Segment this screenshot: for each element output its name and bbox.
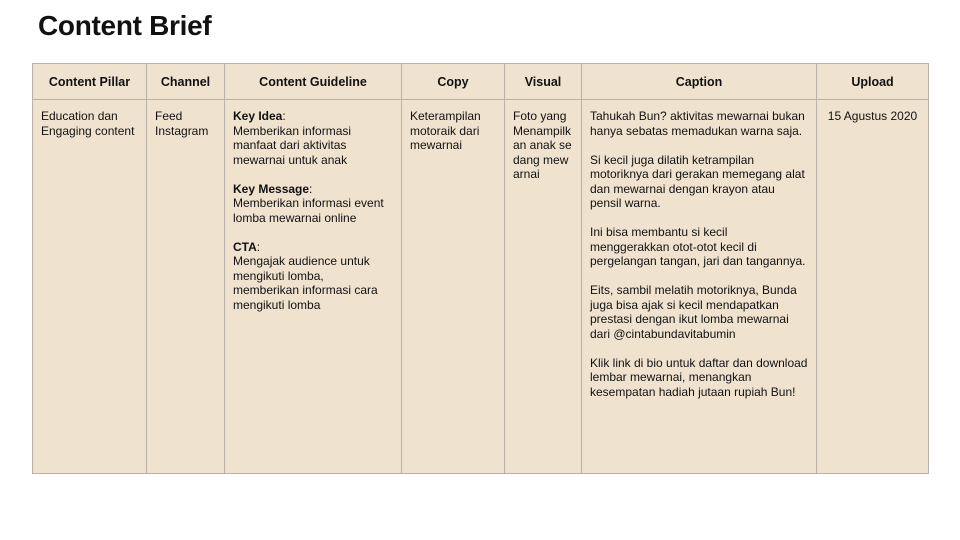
key-message-block: Key Message: Memberikan informasi event lomba mewarnai online [233, 181, 384, 225]
cta-label: CTA [233, 239, 257, 254]
content-brief-table [32, 63, 929, 474]
caption-paragraph: Ini bisa membantu si kecil menggerakkan otot-otot kecil di pergelangan tangan, jari dan tangannya. [590, 225, 806, 268]
key-idea-text: Memberikan informasi manfaat dari aktivitas mewarnai untuk anak [233, 123, 352, 167]
cell-caption [582, 100, 817, 474]
key-idea-block: Key Idea: Memberikan informasi manfaat dari aktivitas mewarnai untuk anak [233, 109, 352, 167]
header-content-guideline: Content Guideline [225, 64, 402, 100]
table-header-row [33, 64, 929, 100]
header-copy: Copy [402, 64, 505, 100]
header-caption: Caption [582, 64, 817, 100]
caption-paragraph: Klik link di bio untuk daftar dan download lembar mewarnai, menangkan kesempatan hadiah jutaan rupiah Bun! [590, 355, 808, 399]
header-content-pillar: Content Pillar [33, 64, 147, 100]
cta-text: Mengajak audience untuk mengikuti lomba, memberikan informasi cara mengikuti lomba [233, 254, 378, 312]
caption-paragraph: Eits, sambil melatih motoriknya, Bunda juga bisa ajak si kecil mendapatkan prestasi dengan ikut lomba mewarnai dari @cintabundavitabumin [590, 283, 797, 341]
cell-visual: Foto yang Menampilkan anak sedang mewarnai [505, 100, 582, 474]
key-message-label: Key Message [233, 181, 310, 196]
table-row [33, 100, 929, 474]
page-title: Content Brief [38, 10, 212, 41]
key-idea-label: Key Idea [233, 109, 283, 123]
header-upload: Upload [817, 64, 929, 100]
cell-content-guideline [225, 100, 402, 474]
cell-channel: Feed Instagram [147, 100, 225, 474]
caption-paragraph: Si kecil juga dilatih ketrampilan motoriknya dari gerakan memegang alat dan mewarnai dengan krayon atau pensil warna. [590, 152, 805, 210]
cell-copy: Keterampilan motoraik dari mewarnai [402, 100, 505, 474]
cta-block: CTA: Mengajak audience untuk mengikuti lomba, memberikan informasi cara mengikuti lomba [233, 239, 378, 312]
caption-paragraph: Tahukah Bun? aktivitas mewarnai bukan hanya sebatas memadukan warna saja. [590, 109, 805, 138]
cell-content-pillar: Education dan Engaging content [33, 100, 147, 474]
key-message-text: Memberikan informasi event lomba mewarnai online [233, 196, 384, 225]
cell-upload: 15 Agustus 2020 [817, 100, 929, 474]
header-visual: Visual [505, 64, 582, 100]
header-channel: Channel [147, 64, 225, 100]
